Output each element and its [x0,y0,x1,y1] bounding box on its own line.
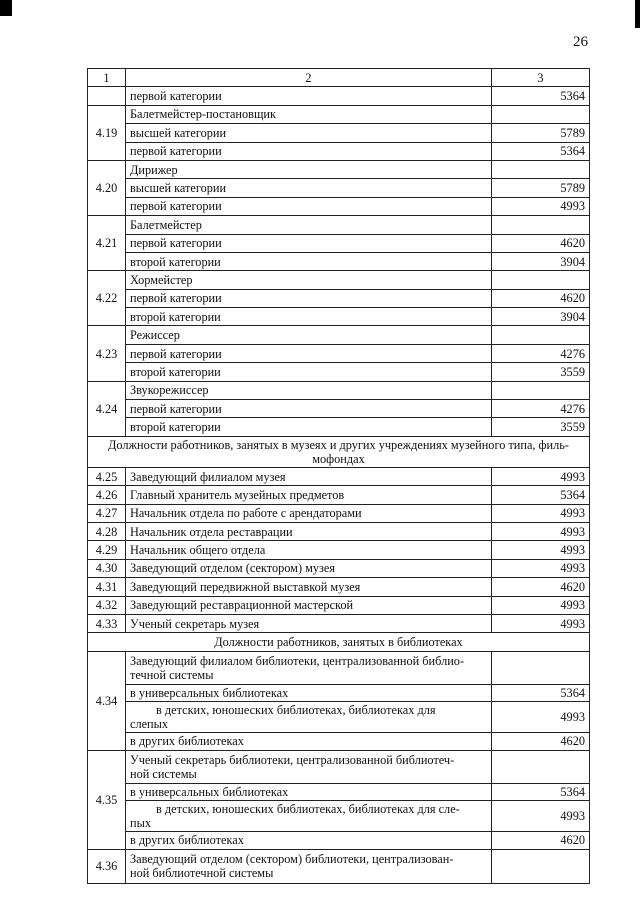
value-cell [492,381,590,399]
title-line: Ученый секретарь библиотеки, централизованной библиотеч- [130,752,455,767]
label-line: в детских, юношеских библиотеках, библиотеках для [156,703,436,718]
value-cell: 5789 [492,179,590,197]
value-cell: 5789 [492,124,590,142]
value-cell [492,160,590,178]
value-cell [492,216,590,234]
label-cell: Заведующий реставрационной мастерской [126,596,492,614]
table-row [88,400,590,418]
value-cell: 4620 [492,578,590,596]
label-cell: первой категории [126,234,492,252]
table-row [88,216,590,234]
label-cell: высшей категории [126,179,492,197]
label-cell: второй категории [126,363,492,381]
title-line: ной системы [130,766,197,781]
table-row [88,124,590,142]
num-cell: 4.25 [88,467,126,485]
table-row [88,522,590,540]
label-cell: второй категории [126,308,492,326]
title-line: Заведующий филиалом библиотеки, централизованной библио- [130,653,465,668]
value-cell: 3559 [492,418,590,436]
value-cell [492,105,590,123]
value-cell: 4620 [492,832,590,850]
label-cell: первой категории [126,87,492,105]
num-cell: 4.35 [88,750,126,849]
value-cell: 4993 [492,559,590,577]
value-cell: 5364 [492,684,590,702]
table-row [88,197,590,215]
table-row [88,418,590,436]
value-cell: 4620 [492,234,590,252]
value-cell: 5364 [492,87,590,105]
group-title-cell: Звукорежиссер [126,381,492,399]
value-cell: 4993 [492,504,590,522]
table-row [88,541,590,559]
label-cell: в универсальных библиотеках [126,684,492,702]
table-row [88,252,590,270]
header-cell: 2 [126,69,492,87]
group-title-cell [126,750,492,783]
num-cell: 4.28 [88,522,126,540]
table-row [88,596,590,614]
label-cell: первой категории [126,197,492,215]
num-cell: 4.36 [88,849,126,883]
value-cell: 4993 [492,541,590,559]
num-cell: 4.26 [88,486,126,504]
table-row [88,105,590,123]
group-title-cell: Балетмейстер [126,216,492,234]
group-title-cell: Хормейстер [126,271,492,289]
value-cell: 4993 [492,467,590,485]
header-cell: 1 [88,69,126,87]
num-cell: 4.23 [88,326,126,381]
label-cell: первой категории [126,400,492,418]
table-row [88,308,590,326]
scan-corner-mark [0,0,12,16]
table-row [88,684,590,702]
value-cell: 3559 [492,363,590,381]
group-title-cell: Балетмейстер-постановщик [126,105,492,123]
table-row [88,142,590,160]
label-cell: Начальник общего отдела [126,541,492,559]
table-row [88,750,590,783]
value-cell: 4993 [492,522,590,540]
num-cell: 4.24 [88,381,126,436]
group-title-cell [126,651,492,684]
label-cell: высшей категории [126,124,492,142]
label-cell [126,849,492,883]
group-title-cell: Дирижер [126,160,492,178]
num-cell: 4.22 [88,271,126,326]
section-line: Должности работников, занятых в музеях и других учреждениях музейного типа, филь- [108,437,569,452]
value-cell: 4620 [492,289,590,307]
label-cell: в других библиотеках [126,733,492,751]
num-cell: 4.32 [88,596,126,614]
label-line: слепых [130,717,169,732]
value-cell: 3904 [492,308,590,326]
value-cell: 4993 [492,614,590,632]
header-row [88,69,590,87]
label-cell: Начальник отдела реставрации [126,522,492,540]
table-row [88,702,590,733]
group-title-cell: Режиссер [126,326,492,344]
table-row [88,578,590,596]
table-row [88,160,590,178]
label-line: Заведующий отделом (сектором) библиотеки, централизован- [130,852,454,867]
table-row [88,801,590,832]
num-cell: 4.27 [88,504,126,522]
label-cell: Начальник отдела по работе с арендаторами [126,504,492,522]
table-row [88,344,590,362]
value-cell [492,750,590,783]
label-cell [126,801,492,832]
section-row [88,633,590,651]
table-row [88,363,590,381]
section-museums [88,436,590,467]
section-row [88,436,590,467]
page-number: 26 [573,34,588,50]
table-row [88,651,590,684]
value-cell: 3904 [492,252,590,270]
num-cell: 4.30 [88,559,126,577]
label-cell: первой категории [126,142,492,160]
label-cell: в других библиотеках [126,832,492,850]
table-row [88,849,590,883]
label-cell: второй категории [126,418,492,436]
label-cell: Заведующий отделом (сектором) музея [126,559,492,577]
salary-table [87,68,590,884]
num-cell: 4.31 [88,578,126,596]
title-line: течной системы [130,667,214,682]
num-cell: 4.33 [88,614,126,632]
section-line: мофондах [312,451,365,466]
value-cell: 4993 [492,702,590,733]
table-row [88,326,590,344]
header-cell: 3 [492,69,590,87]
table-row [88,486,590,504]
value-cell: 4993 [492,197,590,215]
table-row [88,783,590,801]
value-cell: 4276 [492,400,590,418]
value-cell [492,651,590,684]
scan-edge-mark [635,0,640,28]
table-row [88,271,590,289]
table-row [88,832,590,850]
label-cell: Главный хранитель музейных предметов [126,486,492,504]
table-row [88,467,590,485]
table-row [88,87,590,105]
table-row [88,381,590,399]
label-cell: Заведующий передвижной выставкой музея [126,578,492,596]
table-row [88,733,590,751]
label-line: пых [130,816,151,831]
label-cell: Ученый секретарь музея [126,614,492,632]
num-cell: 4.21 [88,216,126,271]
value-cell: 5364 [492,142,590,160]
value-cell: 5364 [492,486,590,504]
table-row [88,614,590,632]
label-line: в детских, юношеских библиотеках, библиотеках для сле- [156,802,460,817]
value-cell: 4993 [492,801,590,832]
label-cell: второй категории [126,252,492,270]
table-row [88,559,590,577]
num-cell: 4.29 [88,541,126,559]
table-row [88,179,590,197]
table-row [88,504,590,522]
section-libraries: Должности работников, занятых в библиотеках [88,633,590,651]
label-cell: Заведующий филиалом музея [126,467,492,485]
num-cell: 4.34 [88,651,126,750]
table-row [88,234,590,252]
table-row [88,289,590,307]
num-cell [88,87,126,105]
num-cell: 4.19 [88,105,126,160]
value-cell: 4620 [492,733,590,751]
value-cell: 5364 [492,783,590,801]
value-cell [492,849,590,883]
label-cell: первой категории [126,344,492,362]
label-cell: в универсальных библиотеках [126,783,492,801]
value-cell: 4276 [492,344,590,362]
value-cell [492,326,590,344]
label-line: ной библиотечной системы [130,866,274,881]
label-cell: первой категории [126,289,492,307]
value-cell [492,271,590,289]
label-cell [126,702,492,733]
value-cell: 4993 [492,596,590,614]
num-cell: 4.20 [88,160,126,215]
